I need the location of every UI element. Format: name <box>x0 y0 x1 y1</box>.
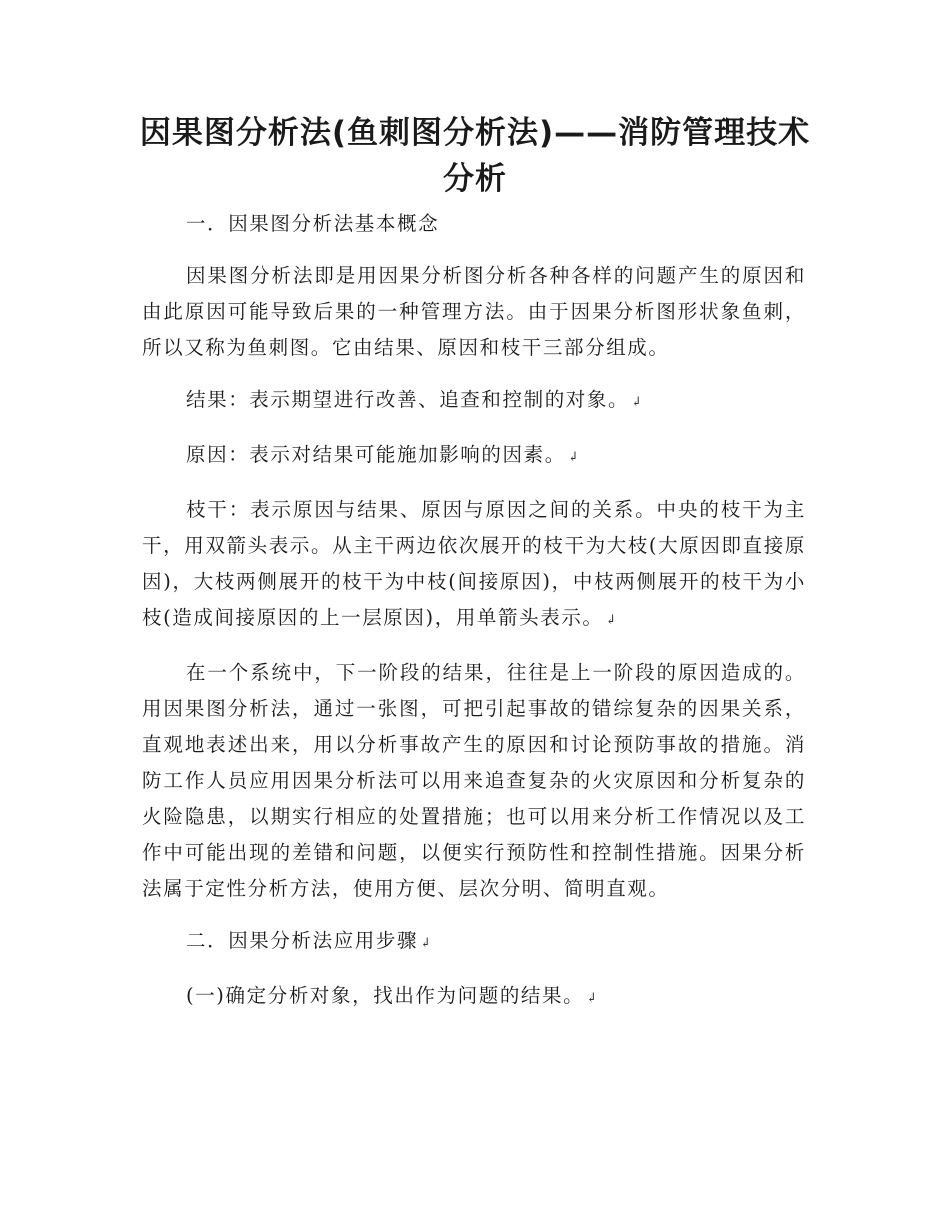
paragraph-system: 在一个系统中，下一阶段的结果，往往是上一阶段的原因造成的。用因果图分析法，通过一张图，可把引起事故的错综复杂的因果关系，直观地表述出来，用以分析事故产生的原因和讨论预防事故的措施。消防工作人员应用因果分析法可以用来追查复杂的火灾原因和分析复杂的火险隐患，以期实行相应的处置措施；也可以用来分析工作情况以及工作中可能出现的差错和问题，以便实行预防性和控制性措施。因果分析法属于定性分析方法，使用方便、层次分明、简明直观。 <box>142 661 806 900</box>
document-title: 因果图分析法(鱼刺图分析法)——消防管理技术分析 <box>139 115 811 197</box>
section-heading-2 <box>142 923 806 962</box>
paragraph-branch <box>142 492 806 639</box>
paragraph-step-1-text: (一)确定分析对象，找出作为问题的结果。 <box>186 984 585 1007</box>
paragraph-result <box>142 382 806 421</box>
paragraph-branch-text: 枝干：表示原因与结果、原因与原因之间的关系。中央的枝干为主干，用双箭头表示。从主干两边依次展开的枝干为大枝(大原因即直接原因)，大枝两侧展开的枝干为中枝(间接原因)，中枝两侧展开的枝干为小枝(造成间接原因的上一层原因)，用单箭头表示。 <box>142 498 806 629</box>
paragraph-mark: ↲ <box>631 395 643 410</box>
document-body <box>142 206 806 1017</box>
paragraph-cause <box>142 437 806 476</box>
paragraph-intro: 因果图分析法即是用因果分析图分析各种各样的问题产生的原因和由此原因可能导致后果的一种管理方法。由于因果分析图形状象鱼刺，所以又称为鱼刺图。它由结果、原因和枝干三部分组成。 <box>142 264 806 359</box>
section-heading-1: 一．因果图分析法基本概念 <box>186 212 440 235</box>
paragraph-mark: ↲ <box>605 613 617 628</box>
paragraph-mark: ↲ <box>420 936 432 951</box>
paragraph-cause-text: 原因：表示对结果可能施加影响的因素。 <box>186 443 566 466</box>
paragraph-result-text: 结果：表示期望进行改善、追查和控制的对象。 <box>186 388 630 411</box>
paragraph-mark: ↲ <box>586 991 598 1006</box>
paragraph-mark: ↲ <box>567 450 579 465</box>
paragraph-step-1 <box>142 978 806 1017</box>
section-heading-2-text: 二．因果分析法应用步骤 <box>186 929 419 952</box>
